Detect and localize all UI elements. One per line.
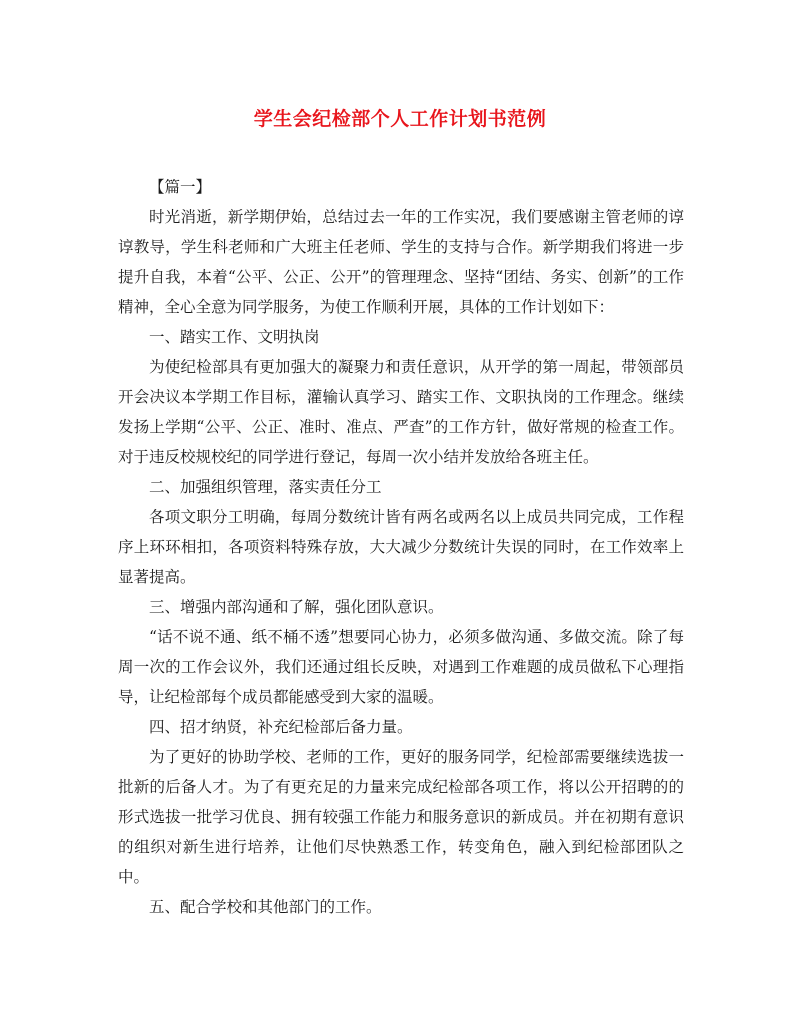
section-heading-3: 三、增强内部沟通和了解，强化团队意识。: [149, 598, 444, 616]
section-paragraph-2: 各项文职分工明确，每周分数统计皆有两名或两名以上成员共同完成，工作程序上环环相扣，各项资料特殊存放，大大减少分数统计失误的同时，在工作效率上显著提高。: [118, 508, 684, 586]
document-body: [118, 172, 684, 922]
section-heading-2: 二、加强组织管理，落实责任分工: [149, 478, 382, 496]
intro-paragraph: 时光消逝，新学期伊始，总结过去一年的工作实况，我们要感谢主管老师的谆谆教导，学生科老师和广大班主任老师、学生的支持与合作。新学期我们将进一步提升自我，本着“公平、公正、公开”的管理理念、坚持“团结、务实、创新”的工作精神，全心全意为同学服务，为使工作顺利开展，具体的工作计划如下：: [118, 208, 684, 316]
section-heading-5: 五、配合学校和其他部门的工作。: [149, 898, 382, 916]
section-heading-4: 四、招才纳贤，补充纪检部后备力量。: [149, 718, 413, 736]
section-label: 【篇一】: [149, 178, 212, 196]
section-paragraph-1: 为使纪检部具有更加强大的凝聚力和责任意识，从开学的第一周起，带领部员开会决议本学期工作目标，灌输认真学习、踏实工作、文职执岗的工作理念。继续发扬上学期“公平、公正、准时、准点、严查”的工作方针，做好常规的检查工作。对于违反校规校纪的同学进行登记，每周一次小结并发放给各班主任。: [118, 358, 684, 466]
section-paragraph-3: “话不说不通、纸不桶不透”想要同心协力，必须多做沟通、多做交流。除了每周一次的工作会议外，我们还通过组长反映，对遇到工作难题的成员做私下心理指导，让纪检部每个成员都能感受到大家的温暖。: [118, 628, 684, 706]
section-heading-1: 一、踏实工作、文明执岗: [149, 328, 320, 346]
document-title: 学生会纪检部个人工作计划书范例: [253, 108, 547, 130]
section-paragraph-4: 为了更好的协助学校、老师的工作，更好的服务同学，纪检部需要继续选拔一批新的后备人才。为了有更充足的力量来完成纪检部各项工作，将以公开招聘的的形式选拔一批学习优良、拥有较强工作能力和服务意识的新成员。并在初期有意识的组织对新生进行培养，让他们尽快熟悉工作，转变角色，融入到纪检部团队之中。: [118, 748, 684, 886]
